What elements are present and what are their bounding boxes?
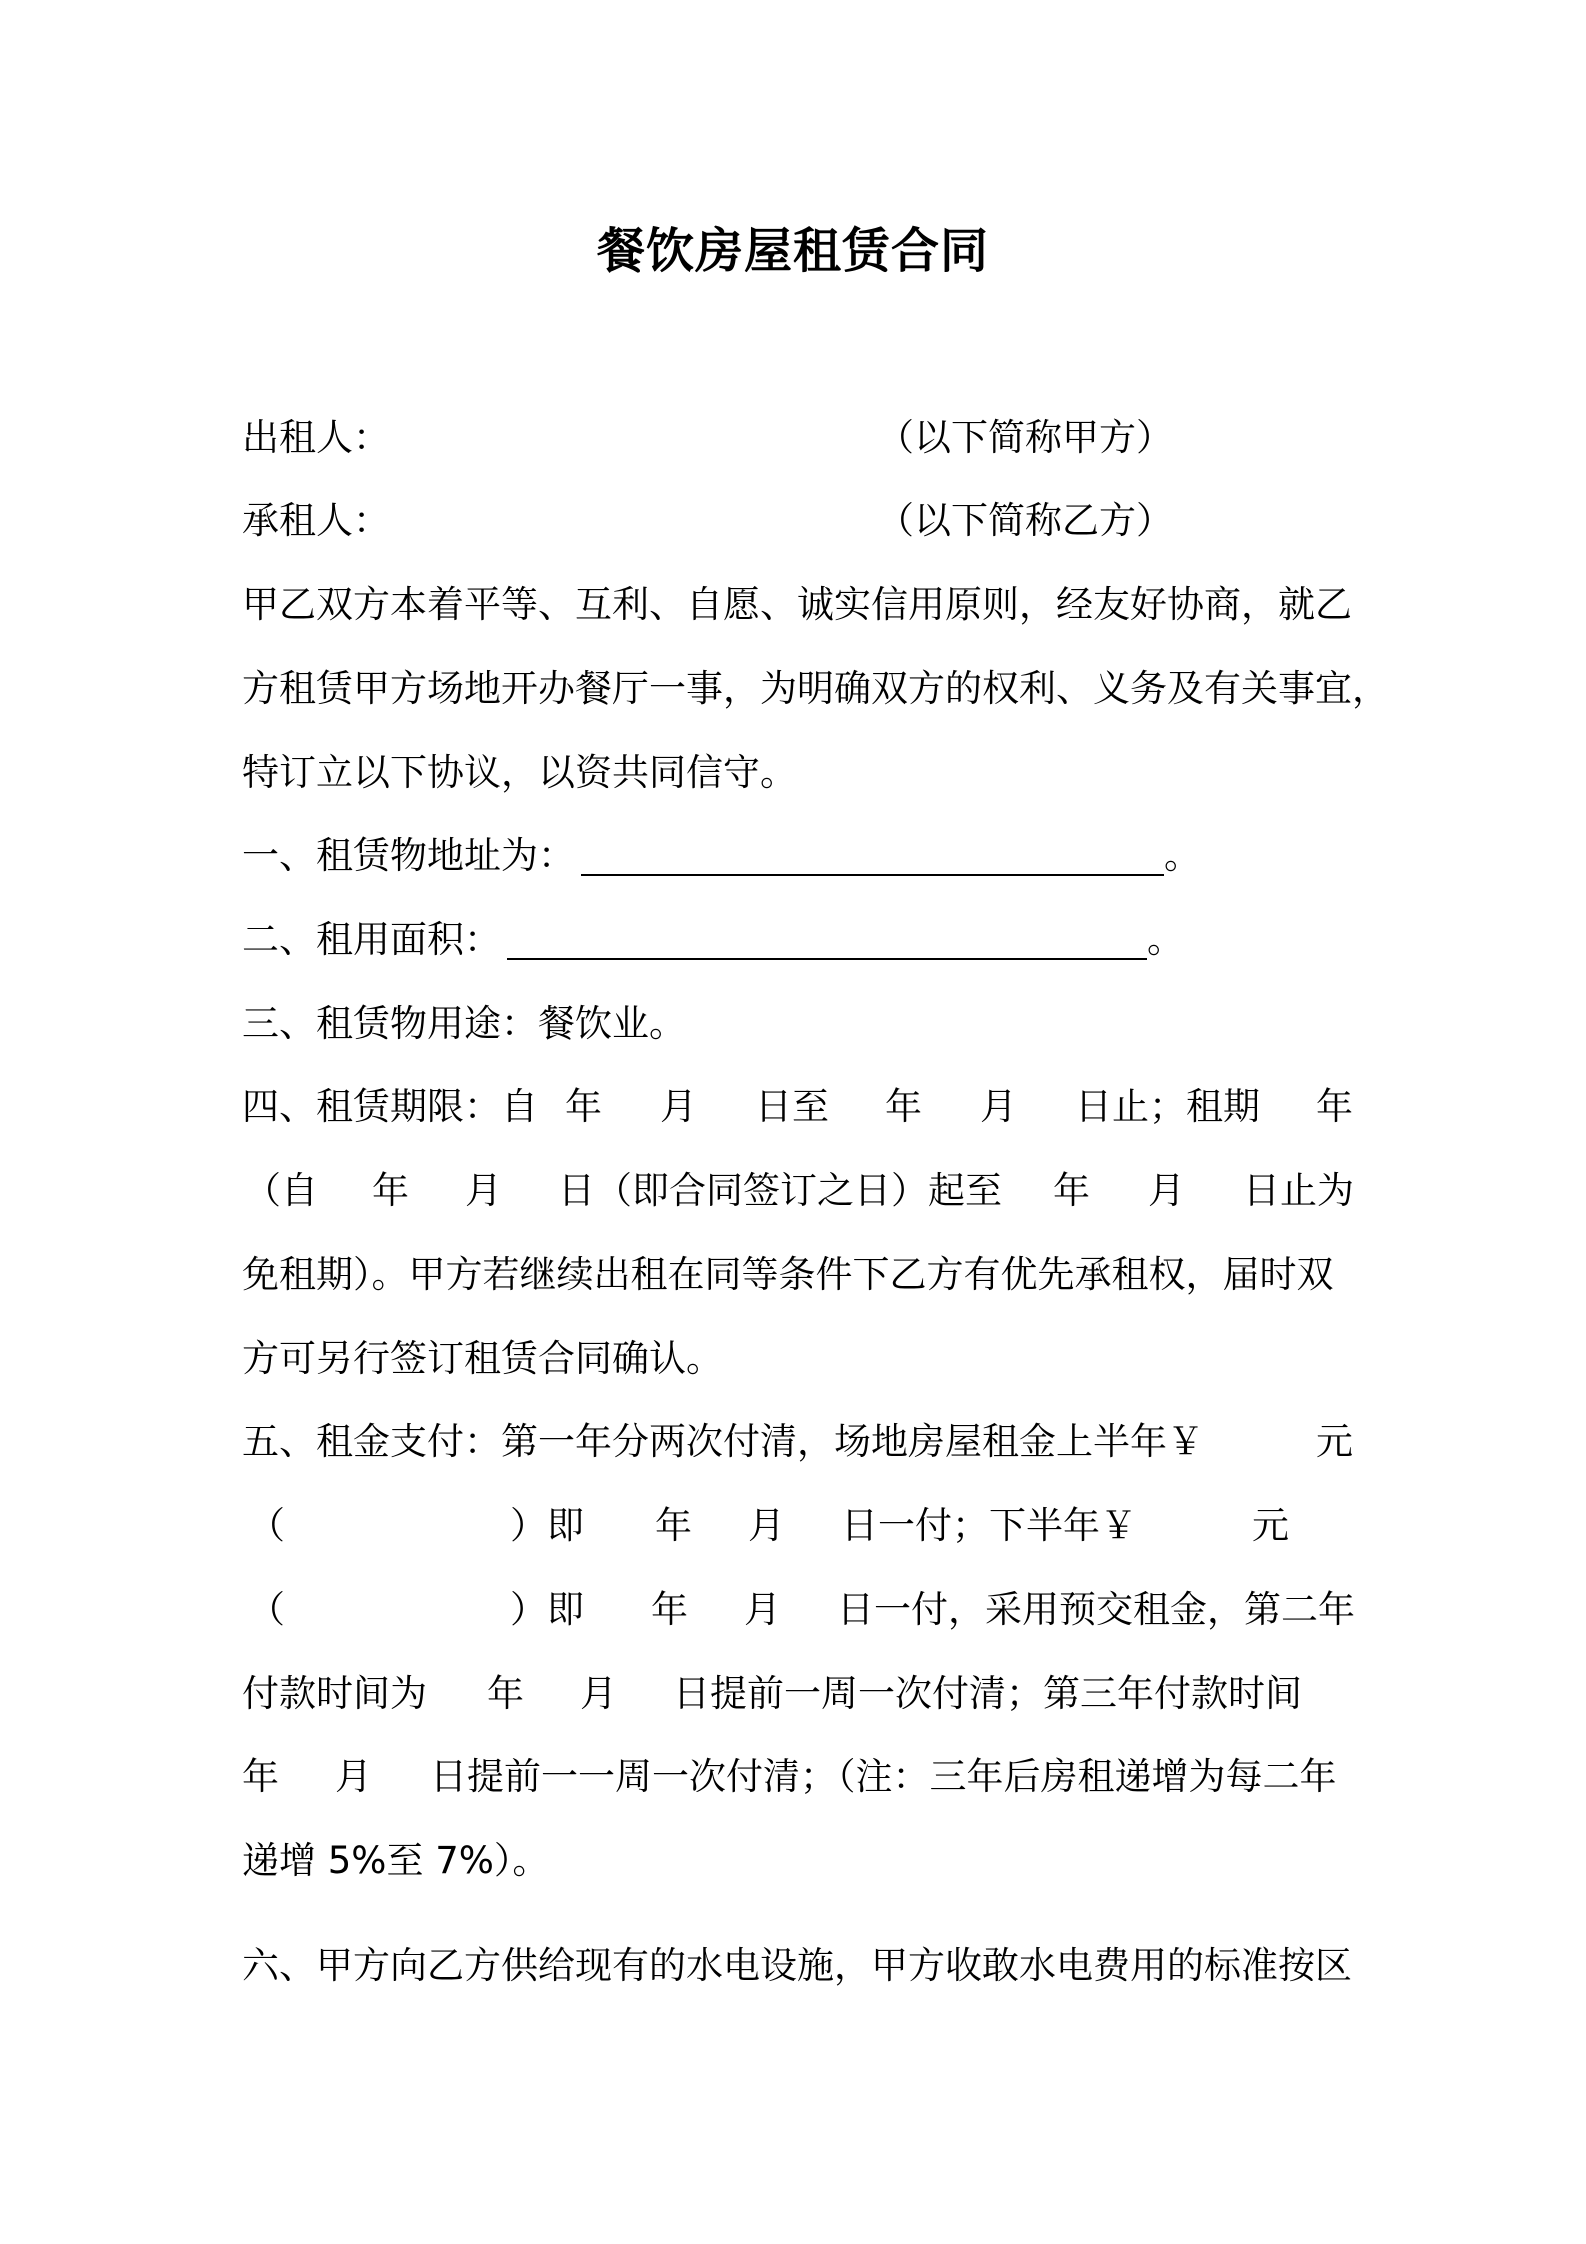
- year3-month-label: 月: [335, 1755, 372, 1798]
- clause-4-line-1: [242, 1081, 1353, 1133]
- year2-month-label: 月: [580, 1672, 617, 1715]
- free-start-month-label: 月: [465, 1169, 502, 1212]
- preamble-line-3: [242, 747, 797, 799]
- clause-5-line-1: [242, 1416, 1353, 1468]
- end-year-label: 年: [885, 1085, 922, 1128]
- address-blank: [581, 874, 1164, 876]
- clause-4-line-2: [242, 1165, 1354, 1217]
- clause-4-line-3: [242, 1249, 1334, 1301]
- clause-5-text: 五、租金支付：第一年分两次付清，场地房屋租金上半年￥: [242, 1420, 1204, 1463]
- amount-open-paren-2: （: [248, 1588, 285, 1631]
- free-period-start: （自: [244, 1169, 318, 1212]
- clause-5-line-4: [242, 1668, 1302, 1720]
- clause-4-text-3: 免租期）。甲方若继续出租在同等条件下乙方有优先承租权，届时双: [242, 1253, 1334, 1296]
- amount-open-paren-1: （: [248, 1504, 285, 1547]
- year2-year-label: 年: [487, 1672, 524, 1715]
- pay2-day-text: 日一付，采用预交租金，第二年: [837, 1588, 1355, 1631]
- year2-pay-label: 付款时间为: [242, 1672, 427, 1715]
- preamble-line-1: [242, 579, 1352, 631]
- clause-3-line: [242, 998, 686, 1050]
- free-end-day-label: 日止为: [1243, 1169, 1354, 1212]
- free-start-day-label: 日（即合同签订之日）起至: [558, 1169, 1002, 1212]
- year2-day-text: 日提前一周一次付清；第三年付款时间: [673, 1672, 1302, 1715]
- pay2-month-label: 月: [744, 1588, 781, 1631]
- amount-close-paren-1: ）即: [510, 1504, 584, 1547]
- free-end-year-label: 年: [1053, 1169, 1090, 1212]
- lessee-line: [242, 495, 1173, 547]
- clause-5-line-5: [242, 1751, 1337, 1803]
- clause-1-end: 。: [1164, 834, 1201, 877]
- year3-day-text: 日提前一一周一次付清；（注：三年后房租递增为每二年: [430, 1755, 1337, 1798]
- clause-5-line-2: [242, 1500, 1289, 1552]
- lessor-label: 出租人：: [242, 416, 390, 459]
- clause-4-text-4: 方可另行签订租赁合同确认。: [242, 1337, 723, 1380]
- first-half-yuan-label: 元: [1316, 1420, 1353, 1463]
- clause-2-line: [242, 914, 1184, 966]
- lessee-label: 承租人：: [242, 499, 390, 542]
- end-day-term-label: 日止；租期: [1075, 1085, 1260, 1128]
- clause-4-line-4: [242, 1333, 723, 1385]
- preamble-line-2: [242, 663, 1389, 715]
- clause-4-label: 四、租赁期限：自: [242, 1085, 538, 1128]
- start-day-to-label: 日至: [755, 1085, 829, 1128]
- term-year-label: 年: [1316, 1085, 1353, 1128]
- clause-1-line: [242, 830, 1201, 882]
- clause-2-end: 。: [1147, 918, 1184, 961]
- clause-6-line-1: [242, 1940, 1352, 1992]
- preamble-text-1: 甲乙双方本着平等、互利、自愿、诚实信用原则，经友好协商，就乙: [242, 583, 1352, 626]
- document-title: 餐饮房屋租赁合同: [596, 223, 989, 279]
- preamble-text-2: 方租赁甲方场地开办餐厅一事，为明确双方的权利、义务及有关事宜，: [242, 667, 1389, 710]
- clause-5-line-3: [242, 1584, 1355, 1636]
- year3-year-label: 年: [242, 1755, 279, 1798]
- pay1-month-label: 月: [748, 1504, 785, 1547]
- pay2-year-label: 年: [651, 1588, 688, 1631]
- clause-5-line-6: [242, 1835, 550, 1887]
- lessor-line: [242, 412, 1173, 464]
- clause-2-label: 二、租用面积：: [242, 918, 501, 961]
- start-month-label: 月: [660, 1085, 697, 1128]
- free-end-month-label: 月: [1148, 1169, 1185, 1212]
- preamble-text-3: 特订立以下协议，以资共同信守。: [242, 751, 797, 794]
- area-blank: [507, 958, 1147, 960]
- lessor-note: （以下简称甲方）: [877, 416, 1173, 459]
- increase-note: 递增 5%至 7%）。: [242, 1839, 550, 1882]
- clause-1-label: 一、租赁物地址为：: [242, 834, 575, 877]
- amount-close-paren-2: ）即: [510, 1588, 584, 1631]
- clause-6-text: 六、甲方向乙方供给现有的水电设施，甲方收敢水电费用的标准按区: [242, 1944, 1352, 1987]
- pay1-year-label: 年: [655, 1504, 692, 1547]
- end-month-label: 月: [980, 1085, 1017, 1128]
- pay1-day-text: 日一付；下半年￥: [841, 1504, 1137, 1547]
- start-year-label: 年: [565, 1085, 602, 1128]
- free-start-year-label: 年: [372, 1169, 409, 1212]
- lessee-note: （以下简称乙方）: [877, 499, 1173, 542]
- clause-3-text: 三、租赁物用途：餐饮业。: [242, 1002, 686, 1045]
- second-half-yuan-label: 元: [1252, 1504, 1289, 1547]
